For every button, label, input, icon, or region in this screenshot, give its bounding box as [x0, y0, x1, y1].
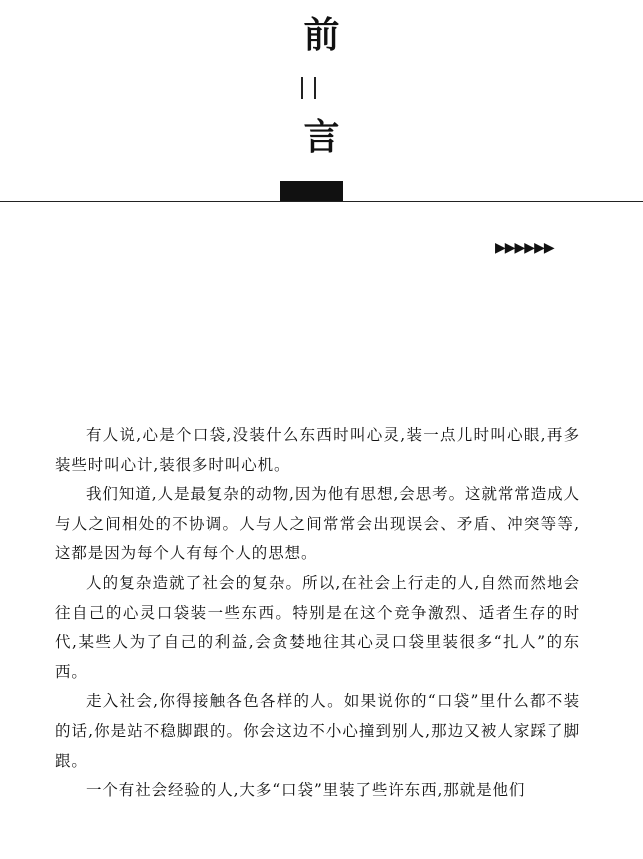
- paragraph: 一个有社会经验的人,大多“口袋”里装了些许东西,那就是他们: [86, 781, 526, 800]
- title-separator: [293, 77, 323, 99]
- title-separator-bar: [314, 77, 316, 99]
- title-separator-bar: [301, 77, 303, 99]
- page-title-char-2: 言: [303, 117, 340, 158]
- page-title-char-1: 前: [303, 15, 340, 56]
- body-text: [55, 421, 580, 806]
- paragraph: 我们知道,人是最复杂的动物,因为他有思想,会思考。这就常常造成人与人之间相处的不协调。人与人之间常常会出现误会、矛盾、冲突等等,这都是因为每个人有每个人的思想。: [55, 485, 580, 563]
- paragraph: 走入社会,你得接触各色各样的人。如果说你的“口袋”里什么都不装的话,你是站不稳脚跟的。你会这边不小心撞到别人,那边又被人家踩了脚跟。: [55, 692, 580, 770]
- header-rule-block: [280, 181, 343, 201]
- arrow-ornament-icon: ▶▶▶▶▶▶: [495, 240, 554, 256]
- paragraph: 人的复杂造就了社会的复杂。所以,在社会上行走的人,自然而然地会往自己的心灵口袋装一些东西。特别是在这个竞争激烈、适者生存的时代,某些人为了自己的利益,会贪婪地往其心灵口袋里装很多“扎人”的东西。: [55, 573, 580, 681]
- header-rule-line: [0, 201, 643, 202]
- paragraph: 有人说,心是个口袋,没装什么东西时叫心灵,装一点儿时叫心眼,再多装些时叫心计,装很多时叫心机。: [55, 426, 580, 474]
